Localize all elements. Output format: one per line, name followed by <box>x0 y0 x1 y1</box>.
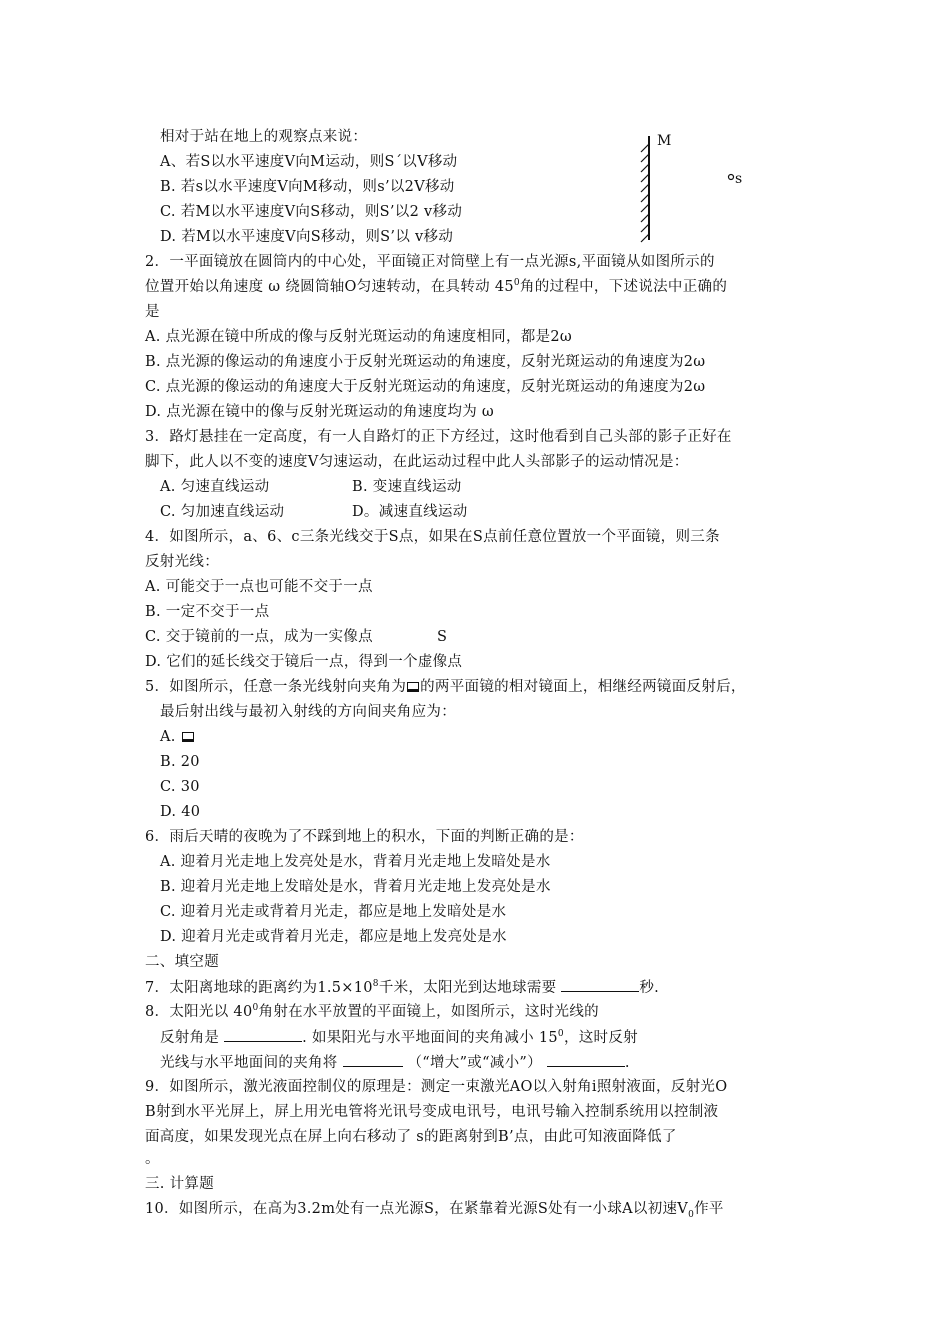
q5-option-c: C. 30 <box>160 779 200 795</box>
q1-option-a: A、若S以水平速度V向M运动，则S΄以V移动 <box>160 154 458 170</box>
angle-symbol-icon <box>407 682 419 692</box>
source-label-s: s <box>735 171 743 187</box>
q9-line-2: B射到水平光屏上，屏上用光电管将光讯号变成电讯号，电讯号输入控制系统用以控制液 <box>145 1104 719 1120</box>
q5-option-d: D. 40 <box>160 804 201 820</box>
q3-option-b: B. 变速直线运动 <box>352 479 462 495</box>
q5-line-1: 5．如图所示，任意一条光线射向夹角为 的两平面镜的相对镜面上，相继经两镜面反射后， <box>145 679 746 695</box>
q9-line-4: 。 <box>145 1151 160 1167</box>
mirror-figure <box>637 130 757 249</box>
section-heading-fill-in: 二、填空题 <box>145 954 219 970</box>
q8-line-2: 反射角是 . 如果阳光与水平地面间的夹角减小 $15^0$，这时反射 <box>160 1029 638 1046</box>
q1-option-d: D. 若M以水平速度V向S移动，则S’以 v移动 <box>160 229 454 245</box>
q4-line-1: 4．如图所示，a、6、c三条光线交于S点，如果在S点前任意位置放一个平面镜，则三条 <box>145 529 720 545</box>
q2-line-2: 位置开始以角速度 ω 绕圆筒轴O匀速转动，在具转动 $45^0$角的过程中，下述说法中正确的 <box>145 278 728 295</box>
q2-option-b: B. 点光源的像运动的角速度小于反射光斑运动的角速度，反射光斑运动的角速度为2ω <box>145 354 706 370</box>
q9-line-3: 面高度，如果发现光点在屏上向右移动了 s的距离射到B’点，由此可知液面降低了 <box>145 1129 677 1145</box>
answer-blank[interactable] <box>343 1053 403 1067</box>
q5-option-b: B. 20 <box>160 754 200 770</box>
q6-option-c: C. 迎着月光走或背着月光走，都应是地上发暗处是水 <box>160 904 507 920</box>
q5-option-a: A. <box>160 728 195 746</box>
q1-option-b: B. 若s以水平速度V向M移动，则s’以2V移动 <box>160 179 455 195</box>
q2-line-1: 2．一平面镜放在圆筒内的中心处，平面镜正对筒壁上有一点光源s,平面镜从如图所示的 <box>145 254 715 270</box>
q4-line-2: 反射光线： <box>145 554 219 570</box>
q6-line-1: 6．雨后天晴的夜晚为了不踩到地上的积水，下面的判断正确的是： <box>145 829 584 845</box>
q4-option-d: D. 它们的延长线交于镜后一点，得到一个虚像点 <box>145 654 463 670</box>
q2-option-d: D. 点光源在镜中的像与反射光斑运动的角速度均为 ω <box>145 404 495 420</box>
q1-option-c: C. 若M以水平速度V向S移动，则S’以2 v移动 <box>160 204 463 220</box>
q3-line-1: 3．路灯悬挂在一定高度，有一人自路灯的正下方经过，这时他看到自己头部的影子正好在 <box>145 429 732 445</box>
q5-line-2: 最后射出线与最初入射线的方向间夹角应为： <box>160 704 456 720</box>
q3-option-d: D。减速直线运动 <box>352 504 468 520</box>
q4-point-s-label: S <box>437 629 448 645</box>
answer-blank[interactable] <box>561 978 639 992</box>
q9-line-1: 9．如图所示，激光液面控制仪的原理是：测定一束激光AO以入射角i照射液面，反射光O <box>145 1079 728 1095</box>
q6-option-b: B. 迎着月光走地上发暗处是水，背着月光走地上发亮处是水 <box>160 879 551 895</box>
light-source-point <box>729 175 734 180</box>
q3-option-c: C. 匀加速直线运动 <box>160 504 285 520</box>
q1-intro: 相对于站在地上的观察点来说： <box>160 129 368 145</box>
q6-option-d: D. 迎着月光走或背着月光走，都应是地上发亮处是水 <box>160 929 507 945</box>
q3-option-a: A. 匀速直线运动 <box>160 479 270 495</box>
q2-option-a: A. 点光源在镜中所成的像与反射光斑运动的角速度相同，都是2ω <box>145 329 573 345</box>
q6-option-a: A. 迎着月光走地上发亮处是水，背着月光走地上发暗处是水 <box>160 854 551 870</box>
q10-line-1: 10．如图所示，在高为3.2m处有一点光源S，在紧靠着光源S处有一小球A以初速$V_0$作平 <box>145 1201 724 1220</box>
q2-option-c: C. 点光源的像运动的角速度大于反射光斑运动的角速度，反射光斑运动的角速度为2ω <box>145 379 706 395</box>
answer-blank[interactable] <box>224 1028 302 1042</box>
q4-option-c: C. 交于镜前的一点，成为一实像点 <box>145 629 373 645</box>
q3-line-2: 脚下，此人以不变的速度V匀速运动，在此运动过程中此人头部影子的运动情况是： <box>145 454 689 470</box>
angle-symbol-icon <box>182 732 194 742</box>
q7-line: 7．太阳离地球的距离约为$1.5\times 10^8$千米，太阳光到达地球需要 秒. <box>145 979 660 996</box>
q8-line-3: 光线与水平地面间的夹角将 （“增大”或“减小”） . <box>160 1055 630 1071</box>
mirror-label-m: M <box>657 133 672 149</box>
answer-blank[interactable] <box>547 1053 625 1067</box>
q4-option-a: A. 可能交于一点也可能不交于一点 <box>145 579 373 595</box>
section-heading-calculation: 三. 计算题 <box>145 1176 215 1192</box>
q8-line-1: 8．太阳光以 $40^0$角射在水平放置的平面镜上，如图所示，这时光线的 <box>145 1003 599 1020</box>
q2-line-3: 是 <box>145 304 160 320</box>
q4-option-b: B. 一定不交于一点 <box>145 604 270 620</box>
